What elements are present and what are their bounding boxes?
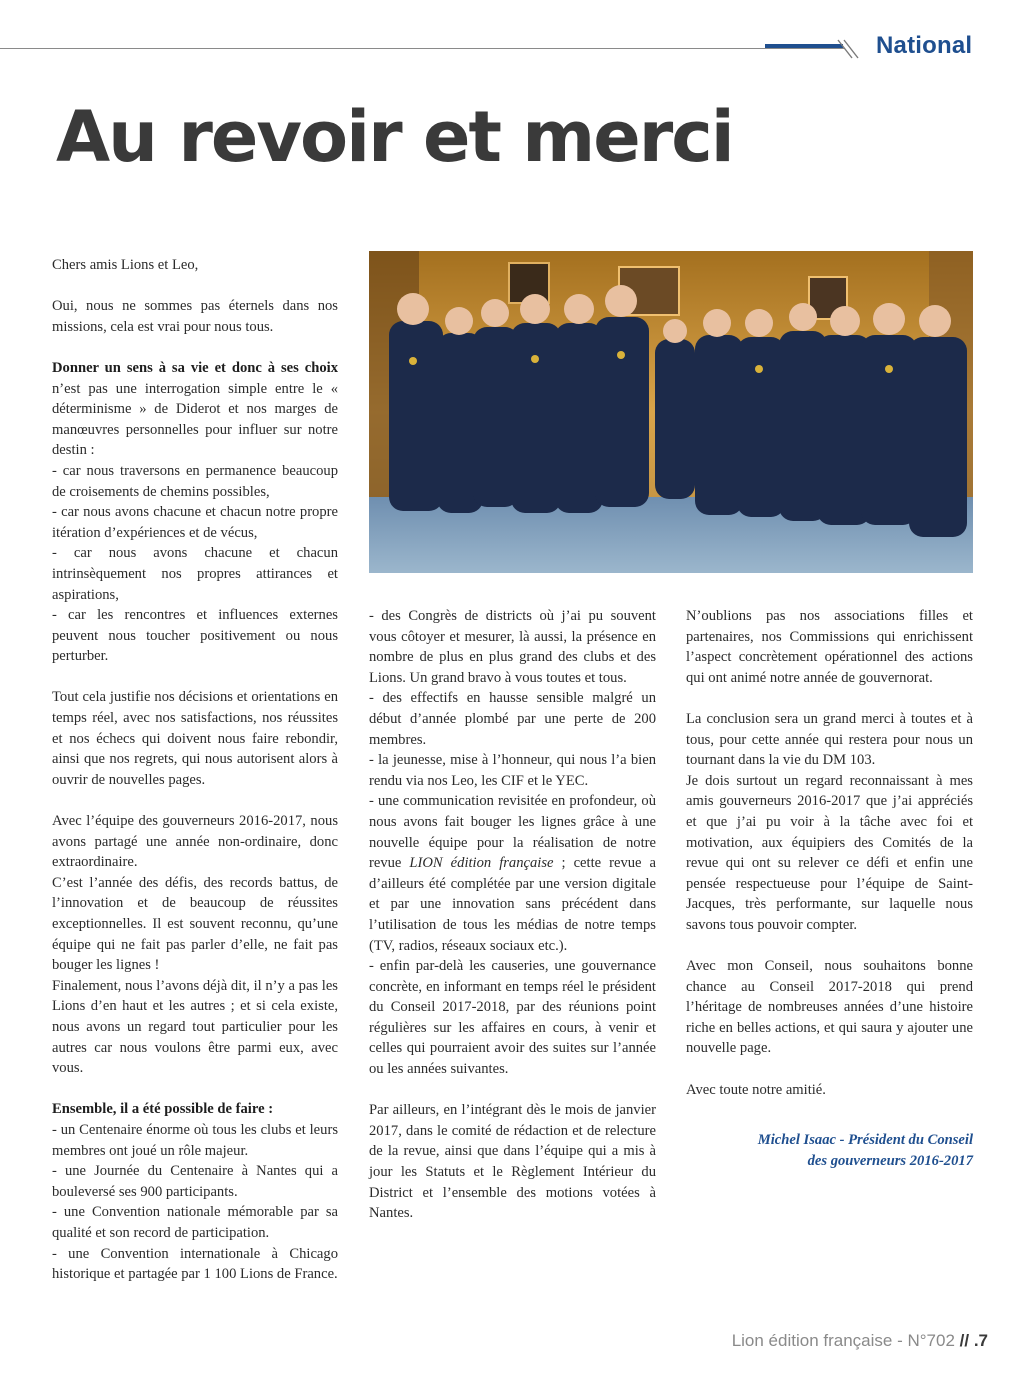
double-slash-icon — [835, 36, 861, 60]
list-item: - car nous traversons en permanence beaucoup de croisements de chemins possibles, — [52, 462, 338, 500]
list-item: - car nous avons chacune et chacun intrinsèquement nos propres attirances et aspirations, — [52, 545, 338, 603]
publication-name: LION édition française — [409, 855, 554, 872]
list-item: - une Convention internationale à Chicago historique et partagée par 1 100 Lions de France. — [52, 1245, 338, 1283]
separator: // — [954, 1331, 974, 1350]
subheading: Ensemble, il a été possible de faire : — [52, 1101, 274, 1118]
list-item: - car nous avons chacune et chacun notre propre itération d’expériences et de vécus, — [52, 504, 338, 541]
salutation: Chers amis Lions et Leo, — [52, 257, 199, 273]
group-photo — [369, 251, 973, 573]
bold-lead: Donner un sens à sa vie et donc à ses choix — [52, 359, 338, 376]
article-column-3 — [686, 606, 973, 1171]
list-item: - des effectifs en hausse sensible malgré un début d’année plombé par une perte de 200 membres. — [369, 690, 656, 748]
paragraph: Je dois surtout un regard reconnaissant à mes amis gouverneurs 2016-2017 que j’ai appréciés et que j’ai pu voir à la tâche avec foi et motivation, aux équipiers des Comités de la revue qui ont su relever ce défi et enfin une pensée respectueuse pour l’équipe de Saint-Jacques, très performante, sur laquelle nous savons tous pouvoir compter. — [686, 772, 973, 933]
article-title: Au revoir et merci — [56, 96, 733, 178]
header-rule — [0, 48, 845, 49]
list-item: - des Congrès de districts où j’ai pu souvent vous côtoyer et mesurer, là aussi, la présence en nombre de plus en plus grand des clubs et des Lions. Un grand bravo à vous toutes et tous. — [369, 608, 656, 686]
list-item: - un Centenaire énorme où tous les clubs et leurs membres ont joué un rôle majeur. — [52, 1121, 338, 1159]
list-item: - une Journée du Centenaire à Nantes qui a bouleversé ses 900 participants. — [52, 1163, 338, 1200]
signature: Michel Isaac - Président du Conseil des gouverneurs 2016-2017 — [757, 1132, 973, 1169]
list-item: - une Convention nationale mémorable par sa qualité et son record de participation. — [52, 1204, 338, 1241]
closing: Avec toute notre amitié. — [686, 1081, 826, 1098]
paragraph: Finalement, nous l’avons déjà dit, il n’y a pas les Lions d’en haut et les autres ; et si cela existe, nous avons un regard tout particulier pour les autres car nous voulons être parmi eux, avec vous. — [52, 977, 338, 1077]
group-photo-icon — [369, 251, 973, 573]
paragraph: Avec mon Conseil, nous souhaitons bonne chance au Conseil 2017-2018 qui prend l’héritage de nombreuses années d’une histoire riche en belles actions, et qui saura y ajouter une nouvelle page. — [686, 958, 973, 1057]
paragraph: Donner un sens à sa vie et donc à ses choix n’est pas une interrogation simple entre le « déterminisme » de Diderot et nos marges de manœuvres personnelles pour influer sur notre destin : — [52, 359, 338, 459]
list-item: - une communication revisitée en profondeur, où nous avons fait bouger les lignes grâce à une nouvelle équipe pour la réalisation de notre revue LION édition française ; cette revue a d’ailleurs été complétée par une version digitale et par une innovation sans précédent dans l’utilisation de tous les médias de notre temps (TV, radios, réseaux sociaux etc.). — [369, 793, 656, 954]
paragraph: Oui, nous ne sommes pas éternels dans nos missions, cela est vrai pour nous tous. — [52, 298, 338, 335]
paragraph: C’est l’année des défis, des records battus, de l’innovation et de beaucoup de réussites exceptionnelles. Il est souvent reconnu, qu’une équipe qui ne fait pas parler d’elle, ne fait pas bouger les lignes ! — [52, 874, 338, 974]
publication-info: Lion édition française - N°702 — [731, 1331, 955, 1350]
page-number: .7 — [973, 1331, 988, 1350]
list-item: - la jeunesse, mise à l’honneur, qui nous l’a bien rendu via nos Leo, les CIF et le YEC. — [369, 752, 656, 789]
article-column-1 — [52, 255, 338, 1285]
list-item: - car les rencontres et influences externes peuvent nous toucher positivement ou nous perturber. — [52, 607, 338, 665]
page-footer — [732, 1331, 988, 1351]
section-label: National — [876, 32, 973, 59]
header-accent-bar — [765, 44, 843, 48]
paragraph: La conclusion sera un grand merci à toutes et à tous, pour cette année qui restera pour nous un tournant dans la vie du DM 103. — [686, 710, 973, 769]
list-item: - enfin par-delà les causeries, une gouvernance concrète, en informant en temps réel le président du Conseil 2017-2018, par des réunions point régulières sur les affaires en cours, à venir et celles qui pourraient avoir des suites sur l’année ou les années suivantes. — [369, 958, 656, 1078]
article-column-2 — [369, 606, 656, 1224]
paragraph: Par ailleurs, en l’intégrant dès le mois de janvier 2017, dans le comité de rédaction et de relecture de la revue, ainsi que dans l’équipe qui a mis à jour les Statuts et le Règlement Intérieur du District et l’ensemble des motions votées à Nantes. — [369, 1102, 656, 1222]
paragraph: Tout cela justifie nos décisions et orientations en temps réel, avec nos satisfactions, nos réussites et nos échecs qui doivent nous faire rebondir, ainsi que nos regrets, qui nous autorisent alors à ouvrir de nouvelles pages. — [52, 689, 338, 788]
paragraph: Avec l’équipe des gouverneurs 2016-2017, nous avons partagé une année non-ordinaire, donc extraordinaire. — [52, 813, 338, 871]
paragraph: N’oublions pas nos associations filles et partenaires, nos Commissions qui enrichissent l’aspect concrètement opérationnel des actions qui ont animé notre année de gouvernorat. — [686, 608, 973, 686]
